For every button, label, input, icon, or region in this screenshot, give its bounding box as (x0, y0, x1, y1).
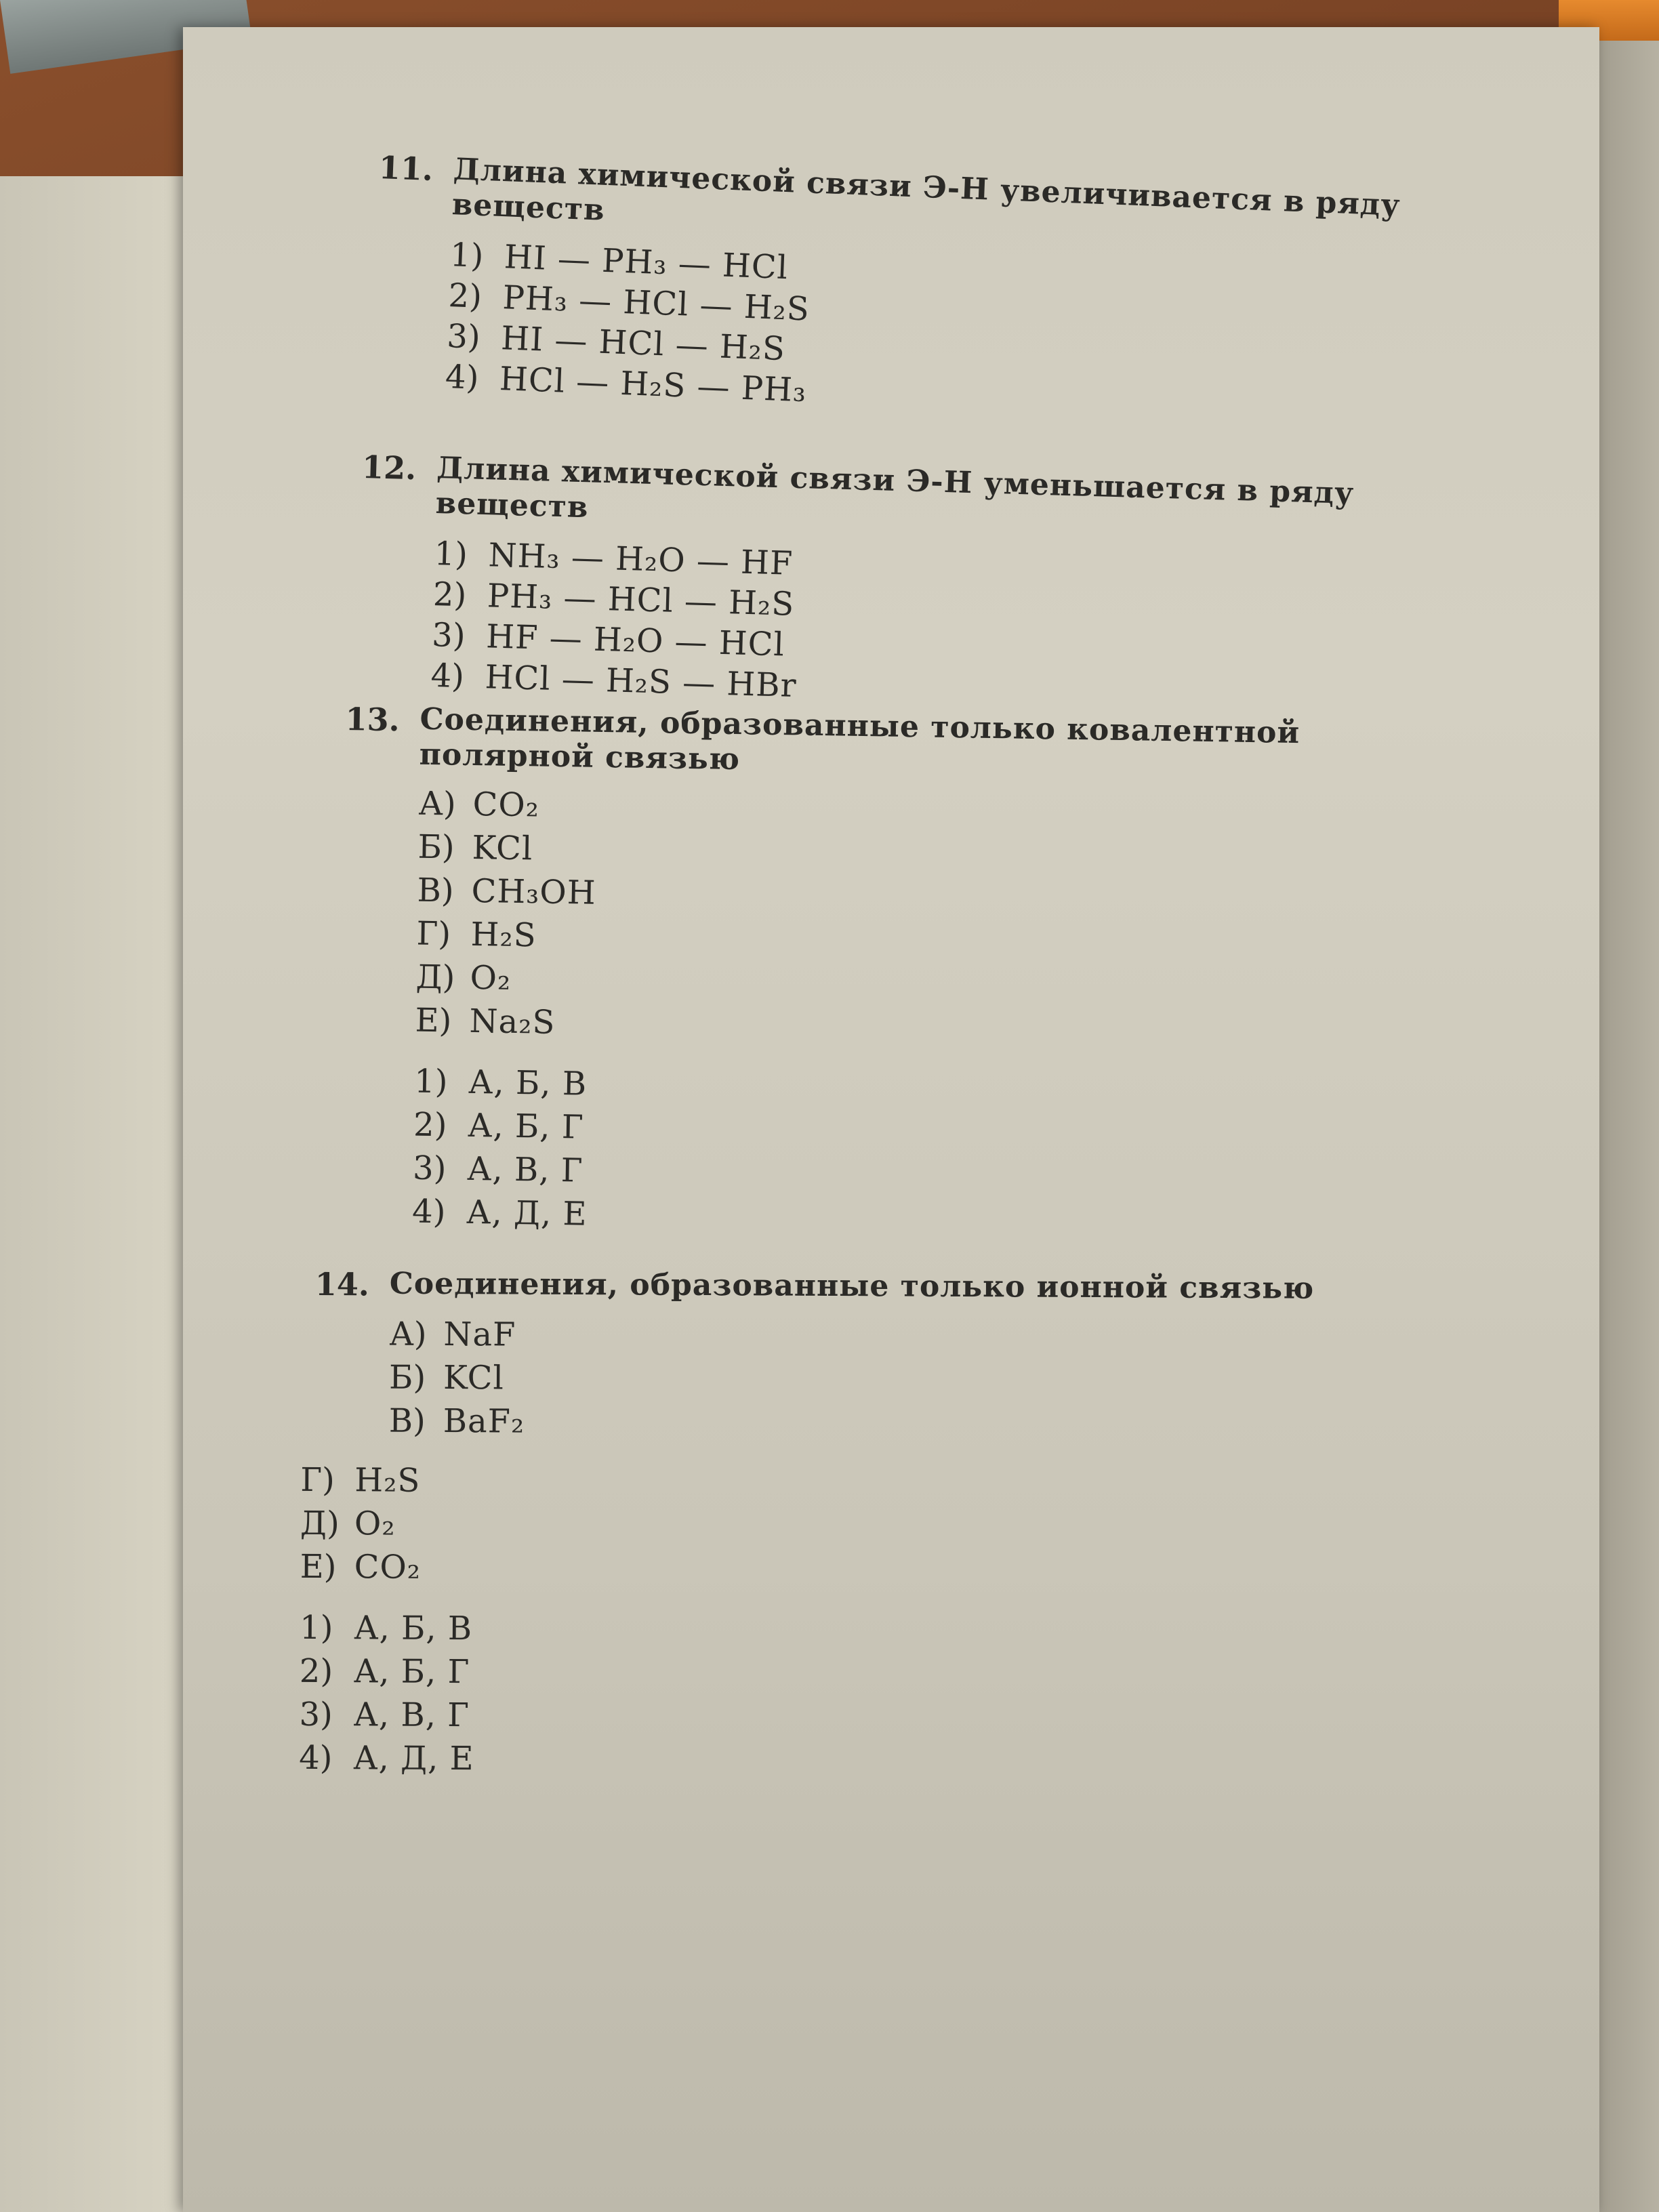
option-label: 3) (431, 615, 466, 655)
option-label: 1) (449, 236, 485, 275)
option-label: 4) (411, 1192, 446, 1231)
option-label: 4) (445, 357, 480, 397)
option-value: А, Б, В (468, 1063, 588, 1103)
letter-option (389, 1356, 1443, 1405)
option-value: Na₂S (469, 1002, 556, 1042)
option-value: HCl — H₂S — PH₃ (499, 360, 808, 410)
option-value: HI — PH₃ — HCl (503, 238, 789, 287)
option-label: Е) (415, 1001, 452, 1040)
option-value: HF — H₂O — HCl (485, 617, 785, 664)
letter-option-list (415, 782, 1442, 1059)
option-value: А, В, Г (466, 1149, 584, 1190)
letter-option (389, 1313, 1443, 1361)
option-label: В) (417, 871, 455, 910)
option-value: HCl — H₂S — HBr (484, 658, 798, 705)
option-value: PH₃ — HCl — H₂S (501, 279, 811, 329)
question-11 (370, 149, 1443, 435)
option-value: H₂S (470, 915, 537, 955)
option-value: А, Б, Г (467, 1106, 585, 1147)
question-14 (299, 1266, 1443, 1786)
option-label: 1) (300, 1608, 333, 1647)
option-label: 3) (412, 1149, 447, 1188)
answer-option (299, 1736, 1441, 1786)
option-label: Д) (300, 1504, 340, 1543)
option-value: KCl (472, 828, 533, 868)
option-value: CH₃OH (471, 872, 597, 912)
question-number: 12. (361, 449, 417, 487)
answer-option-list (412, 1060, 1438, 1250)
option-label: 1) (413, 1062, 448, 1101)
option-list (430, 533, 1441, 724)
question-text: Длина химической связи Э-Н увеличивается в ряду веществ (451, 152, 1401, 228)
letter-option-list (300, 1313, 1443, 1595)
option-label: А) (389, 1315, 427, 1353)
letter-option (389, 1399, 1443, 1448)
option-value: PH₃ — HCl — H₂S (487, 577, 795, 623)
letter-option (300, 1458, 1442, 1508)
option-value: А, Б, В (354, 1609, 473, 1648)
option-label: А) (418, 784, 457, 823)
option-value: KCl (443, 1358, 504, 1397)
option-value: NH₃ — H₂O — HF (487, 536, 794, 583)
answer-option (300, 1650, 1441, 1699)
letter-option (300, 1502, 1442, 1551)
option-label: 2) (447, 276, 483, 316)
option-value: CO₂ (354, 1548, 422, 1586)
option-value: NaF (443, 1315, 516, 1354)
letter-option (300, 1545, 1442, 1595)
option-value: А, Б, Г (353, 1652, 470, 1692)
question-text: Длина химической связи Э-Н уменьшается в ряду веществ (435, 451, 1355, 525)
option-value: O₂ (354, 1504, 396, 1543)
question-text: Соединения, образованные только ковалентной полярной связью (419, 701, 1300, 777)
option-value: А, В, Г (353, 1696, 470, 1735)
option-label: 3) (446, 317, 481, 356)
option-label: Г) (300, 1460, 335, 1500)
question-number: 11. (377, 149, 434, 188)
option-label: 2) (413, 1105, 447, 1145)
option-label: 2) (299, 1652, 333, 1691)
answer-option (300, 1606, 1441, 1656)
option-label: Б) (417, 827, 455, 867)
option-list (445, 234, 1439, 435)
option-label: Е) (300, 1547, 337, 1586)
question-number: 14. (314, 1266, 370, 1303)
question-number: 13. (345, 701, 401, 739)
option-value: HI — HCl — H₂S (500, 319, 786, 369)
option-label: Г) (416, 914, 451, 954)
question-13 (337, 701, 1443, 1249)
option-value: BaF₂ (443, 1401, 525, 1441)
option-value: А, Д, Е (353, 1739, 474, 1778)
option-label: 1) (433, 535, 468, 574)
option-label: Б) (388, 1358, 426, 1397)
option-value: CO₂ (472, 785, 540, 825)
option-label: 4) (299, 1738, 333, 1778)
question-text: Соединения, образованные только ионной связью (389, 1266, 1315, 1306)
worksheet-content (291, 149, 1443, 1780)
question-12 (356, 449, 1443, 724)
option-value: H₂S (354, 1461, 421, 1500)
option-label: В) (388, 1401, 426, 1440)
answer-option-list (299, 1606, 1441, 1786)
option-label: Д) (415, 958, 455, 997)
option-label: 3) (299, 1695, 333, 1734)
option-value: O₂ (470, 958, 512, 998)
answer-option (299, 1693, 1441, 1742)
option-label: 4) (430, 656, 465, 696)
option-value: А, Д, Е (466, 1193, 588, 1233)
option-label: 2) (432, 575, 468, 615)
